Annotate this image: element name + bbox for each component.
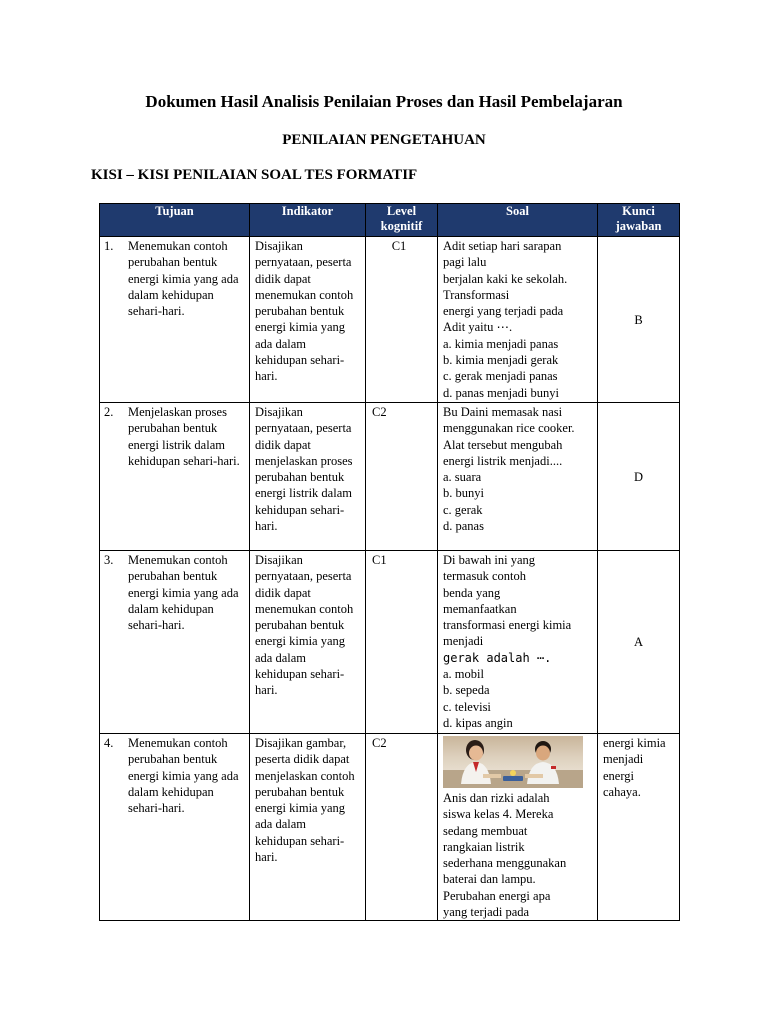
soal-cell — [438, 237, 598, 403]
soal-line: Adit setiap hari sarapan — [443, 239, 562, 253]
soal-line: Bu Daini memasak nasi — [443, 405, 563, 419]
soal-line: berjalan kaki ke sekolah. — [443, 271, 568, 286]
option-c: c. televisi — [443, 699, 491, 714]
option-b: b. kimia menjadi gerak — [443, 353, 559, 368]
row-number: 3. — [104, 553, 114, 567]
level-cell: C1 — [366, 551, 438, 734]
kisi-kisi-table — [99, 203, 680, 921]
soal-line: Alat tersebut mengubah — [443, 437, 563, 452]
tujuan-text: Menemukan contoh perubahan bentuk energi kimia yang ada dalam kehidupan sehari-hari. — [128, 553, 239, 633]
level-cell: C2 — [366, 403, 438, 551]
soal-line: termasuk contoh — [443, 569, 526, 584]
soal-line: sedang membuat — [443, 823, 528, 838]
section-heading: KISI – KISI PENILAIAN SOAL TES FORMATIF — [91, 167, 418, 183]
option-c: c. gerak — [443, 502, 483, 517]
option-b: b. bunyi — [443, 486, 484, 501]
students-illustration — [443, 736, 583, 788]
option-c: c. gerak menjadi panas — [443, 369, 558, 384]
soal-line: menggunakan rice cooker. — [443, 421, 575, 436]
option-d: d. kipas angin — [443, 715, 513, 730]
soal-line: Di bawah ini yang — [443, 553, 535, 567]
tujuan-text: Menjelaskan proses perubahan bentuk energi listrik dalam kehidupan sehari-hari. — [128, 405, 240, 468]
row-number: 2. — [104, 405, 114, 419]
header-kunci-jawaban: Kunci jawaban — [598, 204, 680, 237]
soal-cell — [438, 734, 598, 921]
soal-line: Anis dan rizki adalah — [443, 791, 550, 805]
soal-line: Perubahan energi apa — [443, 888, 551, 903]
table-row — [100, 734, 680, 921]
kunci-cell: B — [598, 237, 680, 403]
tujuan-cell — [100, 734, 250, 921]
table-row — [100, 551, 680, 734]
soal-line: sederhana menggunakan — [443, 856, 567, 871]
option-d: d. panas — [443, 519, 484, 534]
document-subtitle: PENILAIAN PENGETAHUAN — [282, 132, 486, 148]
row-number: 1. — [104, 239, 114, 253]
soal-line: yang terjadi pada — [443, 905, 530, 920]
level-cell: C2 — [366, 734, 438, 921]
kunci-cell: A — [598, 551, 680, 734]
soal-line: Transformasi — [443, 287, 510, 302]
soal-line: siswa kelas 4. Mereka — [443, 807, 554, 822]
header-level-kognitif: Level kognitif — [366, 204, 438, 237]
students-photo — [443, 736, 583, 788]
soal-cell — [438, 403, 598, 551]
option-a: a. suara — [443, 470, 482, 485]
soal-line: transformasi energi kimia — [443, 618, 572, 633]
option-a: a. kimia menjadi panas — [443, 336, 559, 351]
header-soal: Soal — [438, 204, 598, 237]
soal-line: benda yang — [443, 585, 501, 600]
tujuan-text: Menemukan contoh perubahan bentuk energi kimia yang ada dalam kehidupan sehari-hari. — [128, 736, 239, 816]
option-a: a. mobil — [443, 667, 484, 682]
kunci-cell: D — [598, 403, 680, 551]
tujuan-cell — [100, 551, 250, 734]
soal-line: rangkaian listrik — [443, 839, 525, 854]
indikator-cell: Disajikan pernyataan, peserta didik dapat menemukan contoh perubahan bentuk energi kimia yang ada dalam kehidupan sehari-hari. — [250, 551, 366, 734]
table-row — [100, 403, 680, 551]
level-cell: C1 — [366, 237, 438, 403]
indikator-cell: Disajikan pernyataan, peserta didik dapat menemukan contoh perubahan bentuk energi kimia yang ada dalam kehidupan sehari-hari. — [250, 237, 366, 403]
table-row — [100, 237, 680, 403]
soal-line: baterai dan lampu. — [443, 872, 536, 887]
soal-line: memanfaatkan — [443, 601, 517, 616]
tujuan-text: Menemukan contoh perubahan bentuk energi kimia yang ada dalam kehidupan sehari-hari. — [128, 239, 239, 319]
header-indikator: Indikator — [250, 204, 366, 237]
soal-line: Adit yaitu ⋯. — [443, 320, 513, 335]
indikator-cell: Disajikan pernyataan, peserta didik dapat menjelaskan proses perubahan bentuk energi listrik dalam kehidupan sehari-hari. — [250, 403, 366, 551]
option-b: b. sepeda — [443, 683, 490, 698]
soal-line: gerak adalah ⋯. — [443, 650, 552, 665]
indikator-cell: Disajikan gambar, peserta didik dapat menjelaskan contoh perubahan bentuk energi kimia yang ada dalam kehidupan sehari-hari. — [250, 734, 366, 921]
option-d: d. panas menjadi bunyi — [443, 385, 559, 400]
header-tujuan: Tujuan — [100, 204, 250, 237]
tujuan-cell — [100, 403, 250, 551]
soal-line: energi listrik menjadi.... — [443, 453, 563, 468]
row-number: 4. — [104, 736, 114, 750]
kunci-cell: energi kimia menjadi energi cahaya. — [598, 734, 680, 921]
document-title: Dokumen Hasil Analisis Penilaian Proses dan Hasil Pembelajaran — [145, 92, 623, 111]
tujuan-cell — [100, 237, 250, 403]
table-header-row — [100, 204, 680, 237]
soal-line: pagi lalu — [443, 255, 487, 270]
soal-line: energi yang terjadi pada — [443, 304, 564, 319]
soal-line: menjadi — [443, 634, 484, 649]
soal-cell — [438, 551, 598, 734]
